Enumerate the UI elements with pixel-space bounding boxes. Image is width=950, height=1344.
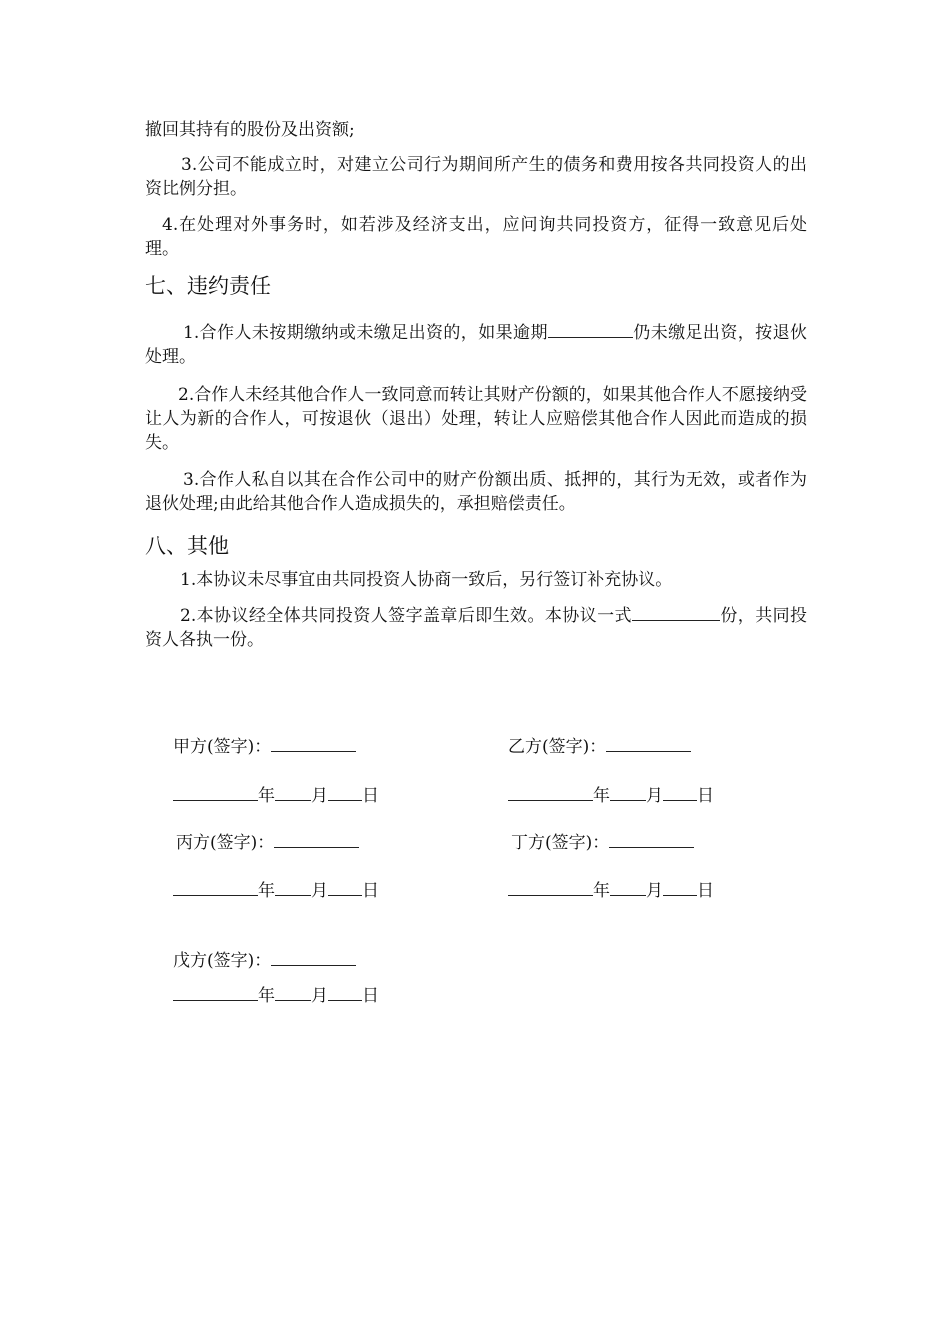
paragraph-7-1-text-before: 1.合作人未按期缴纳或未缴足出资的，如果逾期 xyxy=(183,323,548,343)
paragraph-8-2-text-after: 份，共同投资人各执一份。 xyxy=(145,606,808,650)
day-label: 日 xyxy=(697,881,714,901)
year-blank xyxy=(173,784,258,801)
party-b-label: 乙方(签字)： xyxy=(508,737,607,757)
month-blank xyxy=(275,984,311,1001)
section-8-heading: 八、其他 xyxy=(145,534,229,558)
party-e-signature-blank xyxy=(271,949,356,966)
month-blank xyxy=(610,784,646,801)
year-blank xyxy=(508,784,593,801)
month-label: 月 xyxy=(646,786,663,806)
paragraph-6-3: 3.公司不能成立时，对建立公司行为期间所产生的债务和费用按各共同投资人的出资比例分担。 xyxy=(145,155,807,199)
day-blank xyxy=(328,984,362,1001)
day-label: 日 xyxy=(362,881,379,901)
month-label: 月 xyxy=(311,881,328,901)
paragraph-7-2: 2.合作人未经其他合作人一致同意而转让其财产份额的，如果其他合作人不愿接纳受让人为新的合作人，可按退伙（退出）处理，转让人应赔偿其他合作人因此而造成的损失。 xyxy=(145,385,807,453)
copies-count-blank xyxy=(632,604,720,621)
party-d-signature-blank xyxy=(609,831,694,848)
party-d-signature-line xyxy=(511,831,694,855)
overdue-period-blank xyxy=(548,321,633,338)
paragraph-7-3: 3.合作人私自以其在合作公司中的财产份额出质、抵押的，其行为无效，或者作为退伙处理;由此给其他合作人造成损失的，承担赔偿责任。 xyxy=(145,470,807,514)
party-a-date-line xyxy=(173,784,379,808)
paragraph-7-1-text-after: 仍未缴足出资，按退伙处理。 xyxy=(145,323,807,367)
year-label: 年 xyxy=(258,986,275,1006)
party-c-signature-line xyxy=(176,831,359,855)
paragraph-withdraw: 撤回其持有的股份及出资额; xyxy=(145,120,355,140)
party-e-label: 戊方(签字)： xyxy=(173,951,272,971)
day-blank xyxy=(663,879,697,896)
party-b-signature-line xyxy=(508,735,691,759)
party-b-date-line xyxy=(508,784,714,808)
party-a-signature-line xyxy=(173,735,356,759)
paragraph-8-2-text-before: 2.本协议经全体共同投资人签字盖章后即生效。本协议一式 xyxy=(180,606,632,626)
year-blank xyxy=(173,879,258,896)
month-blank xyxy=(275,784,311,801)
section-7-heading: 七、违约责任 xyxy=(145,274,271,298)
party-e-date-line xyxy=(173,984,379,1008)
party-a-label: 甲方(签字)： xyxy=(173,737,272,757)
month-label: 月 xyxy=(311,786,328,806)
paragraph-7-1 xyxy=(145,321,807,369)
year-label: 年 xyxy=(258,786,275,806)
paragraph-6-4: 4.在处理对外事务时，如若涉及经济支出，应问询共同投资方，征得一致意见后处理。 xyxy=(145,215,807,259)
day-label: 日 xyxy=(697,786,714,806)
party-a-signature-blank xyxy=(271,735,356,752)
year-blank xyxy=(508,879,593,896)
party-e-signature-line xyxy=(173,949,356,973)
day-label: 日 xyxy=(362,986,379,1006)
paragraph-8-1: 1.本协议未尽事宜由共同投资人协商一致后，另行签订补充协议。 xyxy=(180,570,673,590)
party-d-label: 丁方(签字)： xyxy=(511,833,610,853)
year-label: 年 xyxy=(593,786,610,806)
party-c-date-line xyxy=(173,879,379,903)
party-b-signature-blank xyxy=(606,735,691,752)
day-blank xyxy=(328,879,362,896)
party-c-label: 丙方(签字)： xyxy=(176,833,275,853)
paragraph-8-2 xyxy=(145,604,807,652)
party-d-date-line xyxy=(508,879,714,903)
month-label: 月 xyxy=(646,881,663,901)
month-blank xyxy=(610,879,646,896)
month-label: 月 xyxy=(311,986,328,1006)
party-c-signature-blank xyxy=(274,831,359,848)
day-blank xyxy=(328,784,362,801)
day-blank xyxy=(663,784,697,801)
year-blank xyxy=(173,984,258,1001)
month-blank xyxy=(275,879,311,896)
day-label: 日 xyxy=(362,786,379,806)
year-label: 年 xyxy=(258,881,275,901)
year-label: 年 xyxy=(593,881,610,901)
